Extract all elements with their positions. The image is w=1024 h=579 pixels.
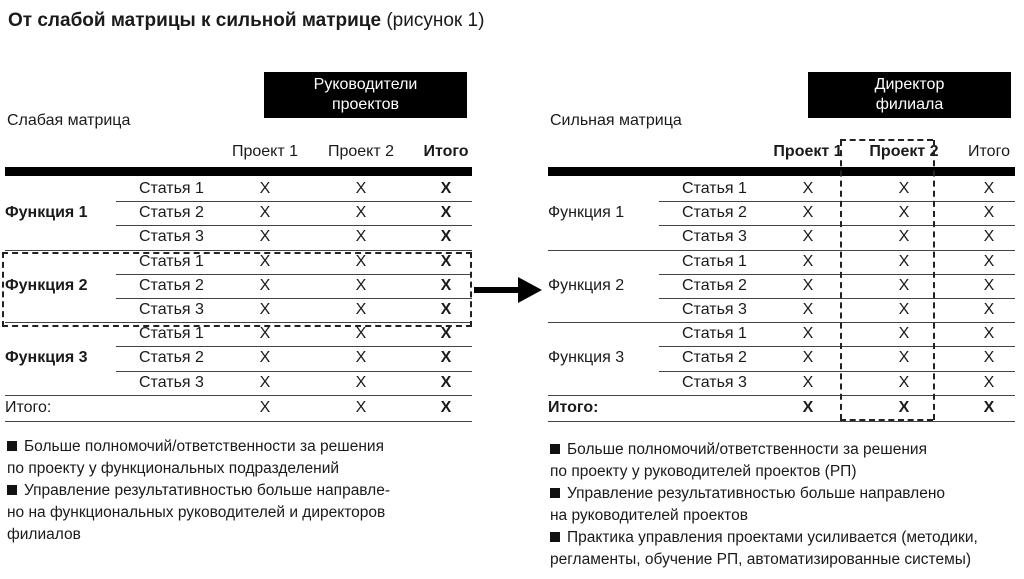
right-note-1-cont: по проекту у руководителей проектов (РП): [550, 463, 857, 480]
cell-mark: X: [898, 228, 910, 246]
cell-mark: X: [983, 373, 995, 391]
left-note-2: Управление результативностью больше направле-: [7, 480, 390, 502]
cell-mark: X: [440, 252, 452, 270]
bullet-square-icon: [550, 488, 560, 498]
function-label-3: Функция 3: [5, 349, 88, 367]
left-header-box: [264, 72, 467, 118]
article-label: Статья 2: [682, 204, 747, 222]
cell-mark: X: [898, 252, 910, 270]
row-divider: [659, 346, 1015, 347]
cell-mark: X: [259, 325, 271, 343]
left-note-2-cont: но на функциональных руководителей и директоров: [7, 504, 386, 521]
article-label: Статья 2: [682, 276, 747, 294]
row-divider: [659, 201, 1015, 202]
row-divider: [659, 225, 1015, 226]
function-label-1: Функция 1: [548, 204, 625, 222]
article-label: Статья 3: [682, 301, 747, 318]
row-divider: [5, 395, 472, 396]
cell-mark: X: [983, 276, 995, 294]
cell-mark: X: [802, 276, 814, 294]
cell-mark: X: [440, 373, 452, 391]
row-divider: [548, 250, 1015, 251]
cell-mark: X: [898, 276, 910, 294]
row-divider: [659, 298, 1015, 299]
cell-mark: X: [259, 180, 271, 197]
cell-mark: X: [983, 252, 995, 270]
article-label: Статья 3: [139, 301, 204, 318]
article-label: Статья 1: [139, 180, 204, 197]
article-label: Статья 1: [139, 252, 204, 270]
project-2-highlight-bottom: [840, 419, 933, 421]
column-header-2: Проект 2: [869, 143, 939, 160]
cell-mark: X: [259, 301, 271, 318]
right-note-3-cont: регламенты, обучение РП, автоматизированные системы): [550, 551, 972, 568]
cell-mark: X: [355, 180, 367, 197]
left-note-1: Больше полномочий/ответственности за решения: [7, 436, 390, 458]
total-divider: [548, 421, 1015, 422]
article-label: Статья 2: [682, 349, 747, 367]
function-2-highlight: [2, 252, 472, 328]
left-matrix-title: Слабая матрица: [7, 112, 131, 129]
left-header-line-1: Руководители: [313, 76, 418, 93]
header-bar: [548, 167, 1015, 176]
title-suffix: (рисунок 1): [386, 10, 485, 31]
cell-mark: X: [440, 301, 452, 318]
title-bold: От слабой матрицы к сильной матрице: [8, 10, 382, 31]
cell-mark: X: [802, 349, 814, 367]
row-divider: [659, 371, 1015, 372]
cell-mark: X: [802, 252, 814, 270]
function-label-1: Функция 1: [5, 204, 88, 222]
total-mark: X: [440, 398, 452, 416]
cell-mark: X: [259, 373, 271, 391]
column-header-3: Итого: [968, 143, 1010, 160]
bullet-square-icon: [7, 441, 17, 451]
cell-mark: X: [802, 204, 814, 222]
article-label: Статья 1: [682, 252, 747, 270]
right-note-2: Управление результативностью больше направлено: [550, 483, 978, 505]
cell-mark: X: [898, 204, 910, 222]
page-title: [8, 10, 484, 32]
header-bar: [5, 167, 472, 176]
cell-mark: X: [983, 349, 995, 367]
column-header-1: Проект 1: [773, 143, 843, 160]
bullet-square-icon: [550, 532, 560, 542]
cell-mark: X: [355, 228, 367, 246]
article-label: Статья 1: [139, 325, 204, 343]
right-header-line-2: филиала: [875, 96, 944, 113]
right-arrow-icon: [474, 276, 544, 306]
row-divider: [116, 371, 472, 372]
column-header-1: Проект 1: [231, 143, 299, 160]
row-divider: [548, 395, 1015, 396]
cell-mark: X: [802, 325, 814, 343]
cell-mark: X: [983, 228, 995, 246]
project-2-highlight-top: [840, 139, 933, 141]
bullet-square-icon: [550, 444, 560, 454]
column-header-3: Итого: [423, 143, 469, 160]
right-note-1: Больше полномочий/ответственности за решения: [550, 439, 978, 461]
article-label: Статья 1: [682, 325, 747, 343]
column-header-2: Проект 2: [327, 143, 395, 160]
cell-mark: X: [440, 276, 452, 294]
total-mark: X: [983, 398, 995, 416]
cell-mark: X: [440, 180, 452, 197]
function-label-2: Функция 2: [548, 276, 625, 294]
right-header-box: [808, 72, 1011, 118]
article-label: Статья 2: [139, 276, 204, 294]
article-label: Статья 2: [139, 204, 204, 222]
cell-mark: X: [355, 204, 367, 222]
cell-mark: X: [440, 349, 452, 367]
cell-mark: X: [355, 373, 367, 391]
row-divider: [5, 250, 472, 251]
total-mark: X: [355, 398, 367, 416]
right-note-3: Практика управления проектами усиливается (методики,: [550, 527, 978, 549]
cell-mark: X: [440, 204, 452, 222]
row-divider: [116, 346, 472, 347]
bullet-square-icon: [7, 485, 17, 495]
total-mark: X: [898, 398, 910, 416]
cell-mark: X: [898, 349, 910, 367]
cell-mark: X: [802, 180, 814, 197]
cell-mark: X: [983, 325, 995, 343]
right-header-line-1: Директор: [874, 76, 945, 93]
cell-mark: X: [898, 325, 910, 343]
article-label: Статья 3: [139, 228, 204, 246]
cell-mark: X: [355, 325, 367, 343]
cell-mark: X: [898, 180, 910, 197]
row-divider: [116, 225, 472, 226]
total-label: Итого:: [5, 398, 52, 416]
right-notes: [550, 439, 978, 571]
project-2-highlight-left: [840, 140, 842, 420]
function-label-3: Функция 3: [548, 349, 625, 367]
cell-mark: X: [259, 349, 271, 367]
article-label: Статья 1: [682, 180, 747, 197]
cell-mark: X: [355, 252, 367, 270]
article-label: Статья 3: [682, 373, 747, 391]
cell-mark: X: [355, 349, 367, 367]
row-divider: [548, 322, 1015, 323]
right-note-2-cont: на руководителей проектов: [550, 507, 748, 524]
left-note-1-cont: по проекту у функциональных подразделений: [7, 460, 340, 477]
total-mark: X: [802, 398, 814, 416]
cell-mark: X: [259, 276, 271, 294]
cell-mark: X: [440, 325, 452, 343]
function-label-2: Функция 2: [5, 276, 88, 294]
total-label: Итого:: [548, 398, 599, 416]
left-notes: [7, 436, 390, 546]
row-divider: [659, 274, 1015, 275]
cell-mark: X: [802, 301, 814, 318]
cell-mark: X: [898, 373, 910, 391]
cell-mark: X: [355, 301, 367, 318]
cell-mark: X: [259, 204, 271, 222]
cell-mark: X: [259, 228, 271, 246]
project-2-highlight-right: [933, 140, 935, 420]
cell-mark: X: [983, 204, 995, 222]
cell-mark: X: [802, 228, 814, 246]
total-divider: [5, 421, 472, 422]
left-header-line-2: проектов: [331, 96, 400, 113]
cell-mark: X: [983, 301, 995, 318]
cell-mark: X: [259, 252, 271, 270]
article-label: Статья 2: [139, 349, 204, 367]
article-label: Статья 3: [682, 228, 747, 246]
cell-mark: X: [802, 373, 814, 391]
left-note-2-cont2: филиалов: [7, 526, 81, 543]
cell-mark: X: [983, 180, 995, 197]
row-divider: [116, 201, 472, 202]
cell-mark: X: [898, 301, 910, 318]
total-mark: X: [259, 398, 271, 416]
cell-mark: X: [440, 228, 452, 246]
article-label: Статья 3: [139, 373, 204, 391]
cell-mark: X: [355, 276, 367, 294]
right-matrix-title: Сильная матрица: [550, 112, 682, 129]
